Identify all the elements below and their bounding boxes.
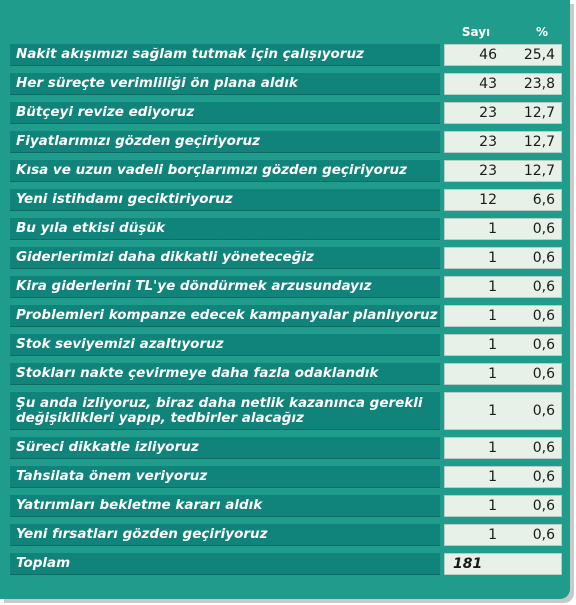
row-percent: 0,6: [532, 221, 555, 237]
value-cell: [444, 437, 562, 459]
row-percent: 0,6: [532, 308, 555, 324]
row-label: Bütçeyi revize ediyoruz: [10, 102, 440, 124]
value-cell: [444, 131, 562, 153]
table-row: [10, 44, 562, 66]
value-cell: [444, 305, 562, 327]
row-percent: 0,6: [532, 366, 555, 382]
row-percent: 0,6: [532, 403, 555, 419]
row-label: Problemleri kompanze edecek kampanyalar planlıyoruz: [10, 305, 440, 327]
row-label: Giderlerimizi daha dikkatli yöneteceğiz: [10, 247, 440, 269]
row-percent: 0,6: [532, 279, 555, 295]
row-count: 46: [479, 47, 497, 63]
row-label: Nakit akışımızı sağlam tutmak için çalışıyoruz: [10, 44, 440, 66]
table-row: [10, 131, 562, 153]
row-count: 23: [479, 105, 497, 121]
value-cell: [444, 466, 562, 488]
row-label: Yeni fırsatları gözden geçiriyoruz: [10, 524, 440, 546]
row-count: 1: [488, 527, 497, 543]
row-count: 23: [479, 134, 497, 150]
row-label: Stokları nakte çevirmeye daha fazla odaklandık: [10, 363, 440, 385]
total-row: [10, 553, 562, 575]
table-row: [10, 466, 562, 488]
table-row: [10, 160, 562, 182]
table-row: [10, 437, 562, 459]
row-count: 1: [488, 403, 497, 419]
table-row: [10, 392, 562, 430]
value-cell: [444, 44, 562, 66]
row-percent: 0,6: [532, 498, 555, 514]
table-row: [10, 524, 562, 546]
row-count: 43: [479, 76, 497, 92]
value-cell: [444, 495, 562, 517]
row-count: 1: [488, 250, 497, 266]
row-count: 1: [488, 308, 497, 324]
row-percent: 12,7: [523, 163, 555, 179]
row-label: Süreci dikkatle izliyoruz: [10, 437, 440, 459]
row-label: Stok seviyemizi azaltıyoruz: [10, 334, 440, 356]
value-cell: [444, 392, 562, 430]
row-count: 12: [479, 192, 497, 208]
value-cell: [444, 218, 562, 240]
row-label: Kira giderlerini TL'ye döndürmek arzusundayız: [10, 276, 440, 298]
total-label: Toplam: [10, 553, 440, 575]
row-label: Kısa ve uzun vadeli borçlarımızı gözden geçiriyoruz: [10, 160, 440, 182]
row-percent: 6,6: [532, 192, 555, 208]
value-cell: [444, 102, 562, 124]
row-label: Yatırımları bekletme kararı aldık: [10, 495, 440, 517]
table-row: [10, 363, 562, 385]
table-row: [10, 218, 562, 240]
table-row: [10, 334, 562, 356]
value-cell: [444, 160, 562, 182]
table-row: [10, 276, 562, 298]
row-percent: 25,4: [523, 47, 555, 63]
row-percent: 12,7: [523, 105, 555, 121]
row-label: Tahsilata önem veriyoruz: [10, 466, 440, 488]
row-label: Bu yıla etkisi düşük: [10, 218, 440, 240]
value-cell: [444, 363, 562, 385]
row-percent: 0,6: [532, 250, 555, 266]
row-count: 1: [488, 366, 497, 382]
value-cell: [444, 553, 562, 575]
row-percent: 0,6: [532, 469, 555, 485]
row-percent: 0,6: [532, 337, 555, 353]
table-row: [10, 305, 562, 327]
table-row: [10, 102, 562, 124]
table-row: [10, 247, 562, 269]
row-percent: 0,6: [532, 527, 555, 543]
value-cell: [444, 247, 562, 269]
value-cell: [444, 276, 562, 298]
total-count: 181: [453, 556, 483, 572]
row-percent: 12,7: [523, 134, 555, 150]
row-count: 1: [488, 440, 497, 456]
table-row: [10, 73, 562, 95]
row-count: 1: [488, 279, 497, 295]
row-percent: 0,6: [532, 440, 555, 456]
count-column-header: Sayı: [461, 25, 491, 39]
table-row: [10, 189, 562, 211]
row-label: Fiyatlarımızı gözden geçiriyoruz: [10, 131, 440, 153]
row-label: Şu anda izliyoruz, biraz daha netlik kazanınca gerekli değişiklikleri yapıp, tedbirler alacağız: [10, 392, 440, 430]
row-count: 1: [488, 221, 497, 237]
row-count: 1: [488, 337, 497, 353]
value-cell: [444, 334, 562, 356]
value-cell: [444, 189, 562, 211]
row-count: 1: [488, 498, 497, 514]
percent-column-header: %: [535, 25, 548, 39]
value-cell: [444, 524, 562, 546]
row-label: Her süreçte verimliliği ön plana aldık: [10, 73, 440, 95]
row-count: 1: [488, 469, 497, 485]
row-count: 23: [479, 163, 497, 179]
table-row: [10, 495, 562, 517]
value-cell: [444, 73, 562, 95]
row-label: Yeni istihdamı geciktiriyoruz: [10, 189, 440, 211]
row-percent: 23,8: [523, 76, 555, 92]
